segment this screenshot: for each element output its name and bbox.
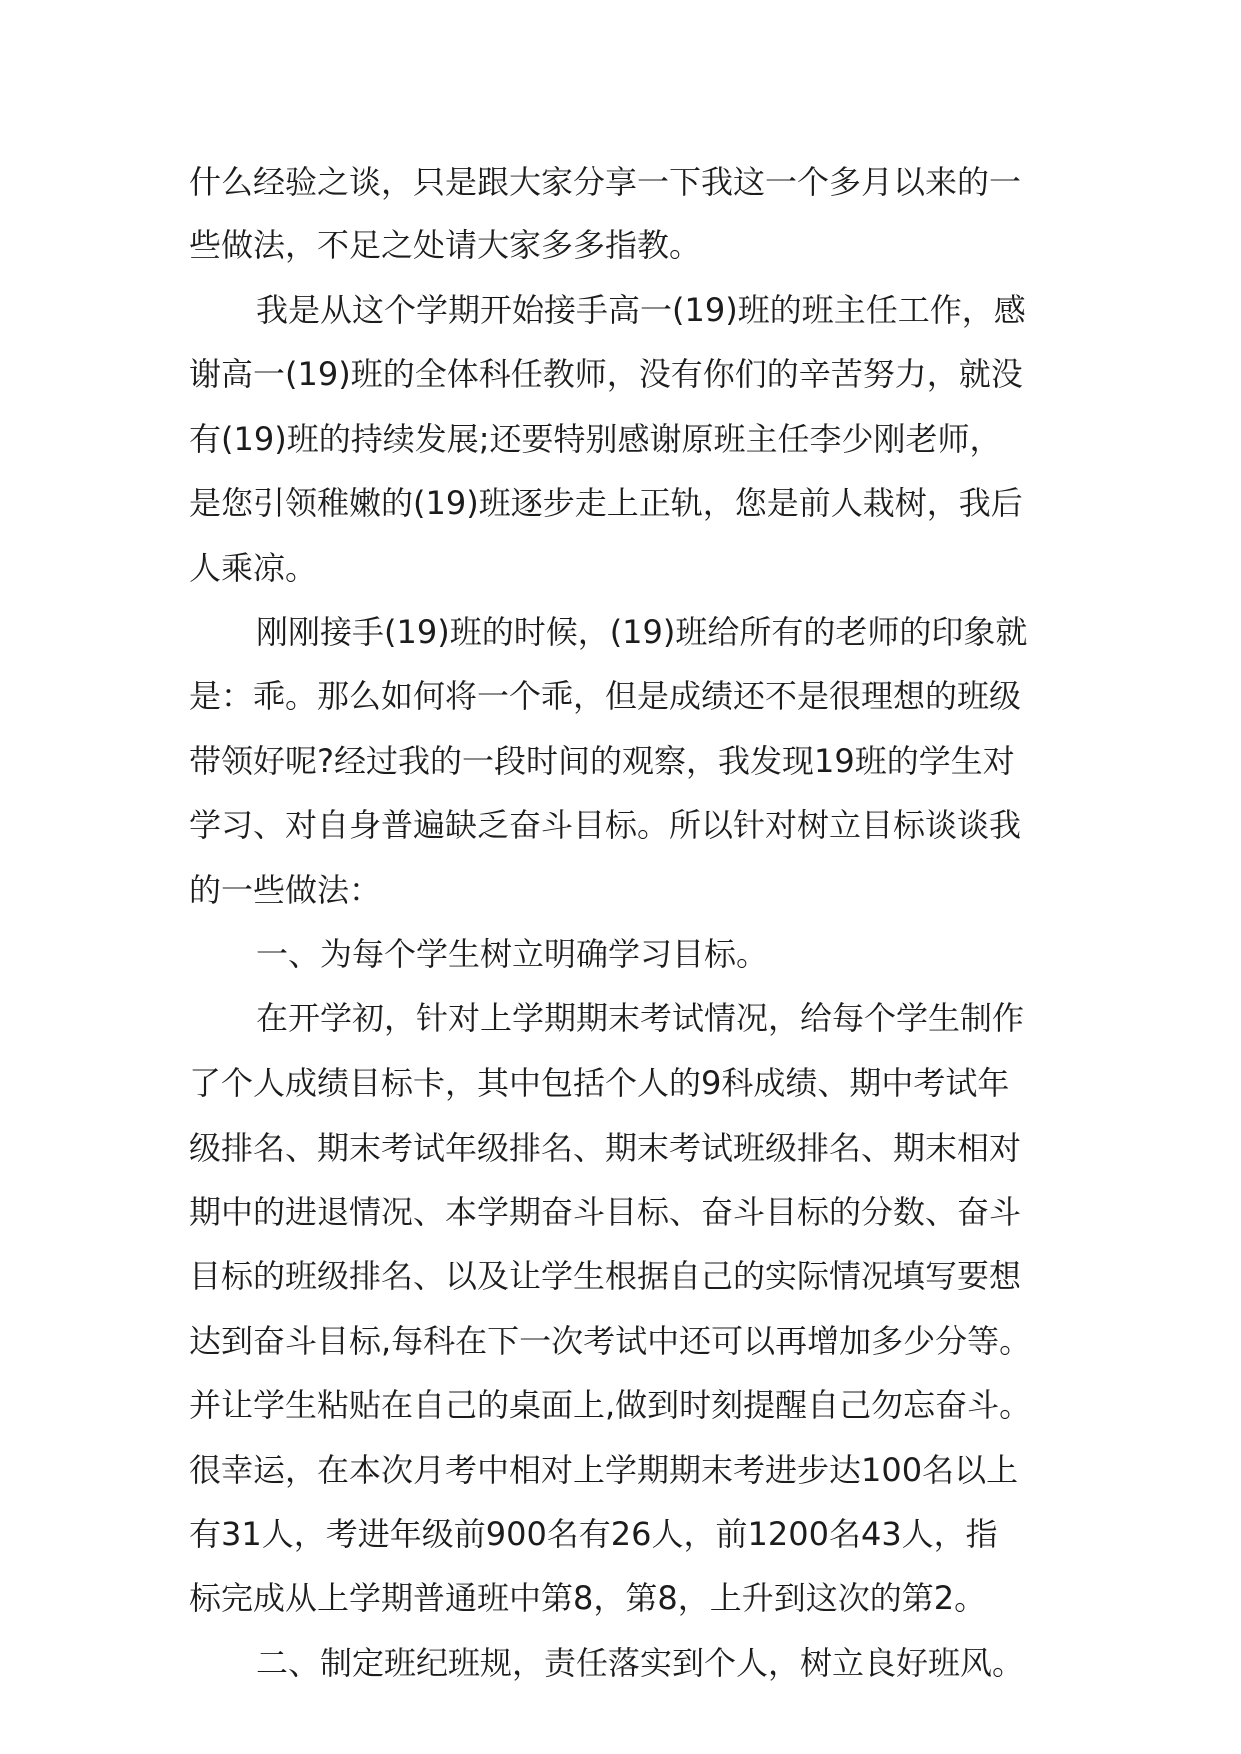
section-heading: 二、制定班纪班规，责任落实到个人，树立良好班风。 — [256, 1644, 1025, 1682]
text-line: 了个人成绩目标卡，其中包括个人的9科成绩、期中考试年 — [189, 1064, 1010, 1102]
section-heading: 一、为每个学生树立明确学习目标。 — [256, 935, 769, 973]
paragraph-first-line: 在开学初，针对上学期期末考试情况，给每个学生制作 — [256, 999, 1025, 1037]
text-line: 有31人，考进年级前900名有26人，前1200名43人，指 — [189, 1515, 998, 1553]
text-line: 很幸运，在本次月考中相对上学期期末考进步达100名以上 — [189, 1451, 1019, 1489]
text-line: 人乘凉。 — [189, 549, 318, 587]
text-line: 些做法，不足之处请大家多多指教。 — [189, 226, 702, 264]
text-line: 标完成从上学期普通班中第8，第8，上升到这次的第2。 — [189, 1579, 987, 1617]
text-line: 是您引领稚嫩的(19)班逐步走上正轨，您是前人栽树，我后 — [189, 484, 1023, 522]
text-line: 目标的班级排名、以及让学生根据自己的实际情况填写要想 — [189, 1257, 1022, 1295]
text-line: 谢高一(19)班的全体科任教师，没有你们的辛苦努力，就没 — [189, 355, 1023, 393]
text-line: 级排名、期末考试年级排名、期末考试班级排名、期末相对 — [189, 1129, 1022, 1167]
text-line: 有(19)班的持续发展;还要特别感谢原班主任李少刚老师， — [189, 420, 1002, 458]
text-line: 达到奋斗目标,每科在下一次考试中还可以再增加多少分等。 — [189, 1322, 1032, 1360]
paragraph-first-line: 刚刚接手(19)班的时候，(19)班给所有的老师的印象就 — [256, 613, 1028, 651]
paragraph-first-line: 我是从这个学期开始接手高一(19)班的班主任工作，感 — [256, 291, 1026, 329]
text-line: 期中的进退情况、本学期奋斗目标、奋斗目标的分数、奋斗 — [189, 1193, 1022, 1231]
text-line: 的一些做法： — [189, 871, 382, 909]
text-line: 带领好呢?经过我的一段时间的观察，我发现19班的学生对 — [189, 742, 1015, 780]
text-line: 是：乖。那么如何将一个乖，但是成绩还不是很理想的班级 — [189, 677, 1022, 715]
text-line: 并让学生粘贴在自己的桌面上,做到时刻提醒自己勿忘奋斗。 — [189, 1386, 1032, 1424]
text-line: 什么经验之谈，只是跟大家分享一下我这一个多月以来的一 — [189, 163, 1022, 201]
text-line: 学习、对自身普遍缺乏奋斗目标。所以针对树立目标谈谈我 — [189, 806, 1022, 844]
